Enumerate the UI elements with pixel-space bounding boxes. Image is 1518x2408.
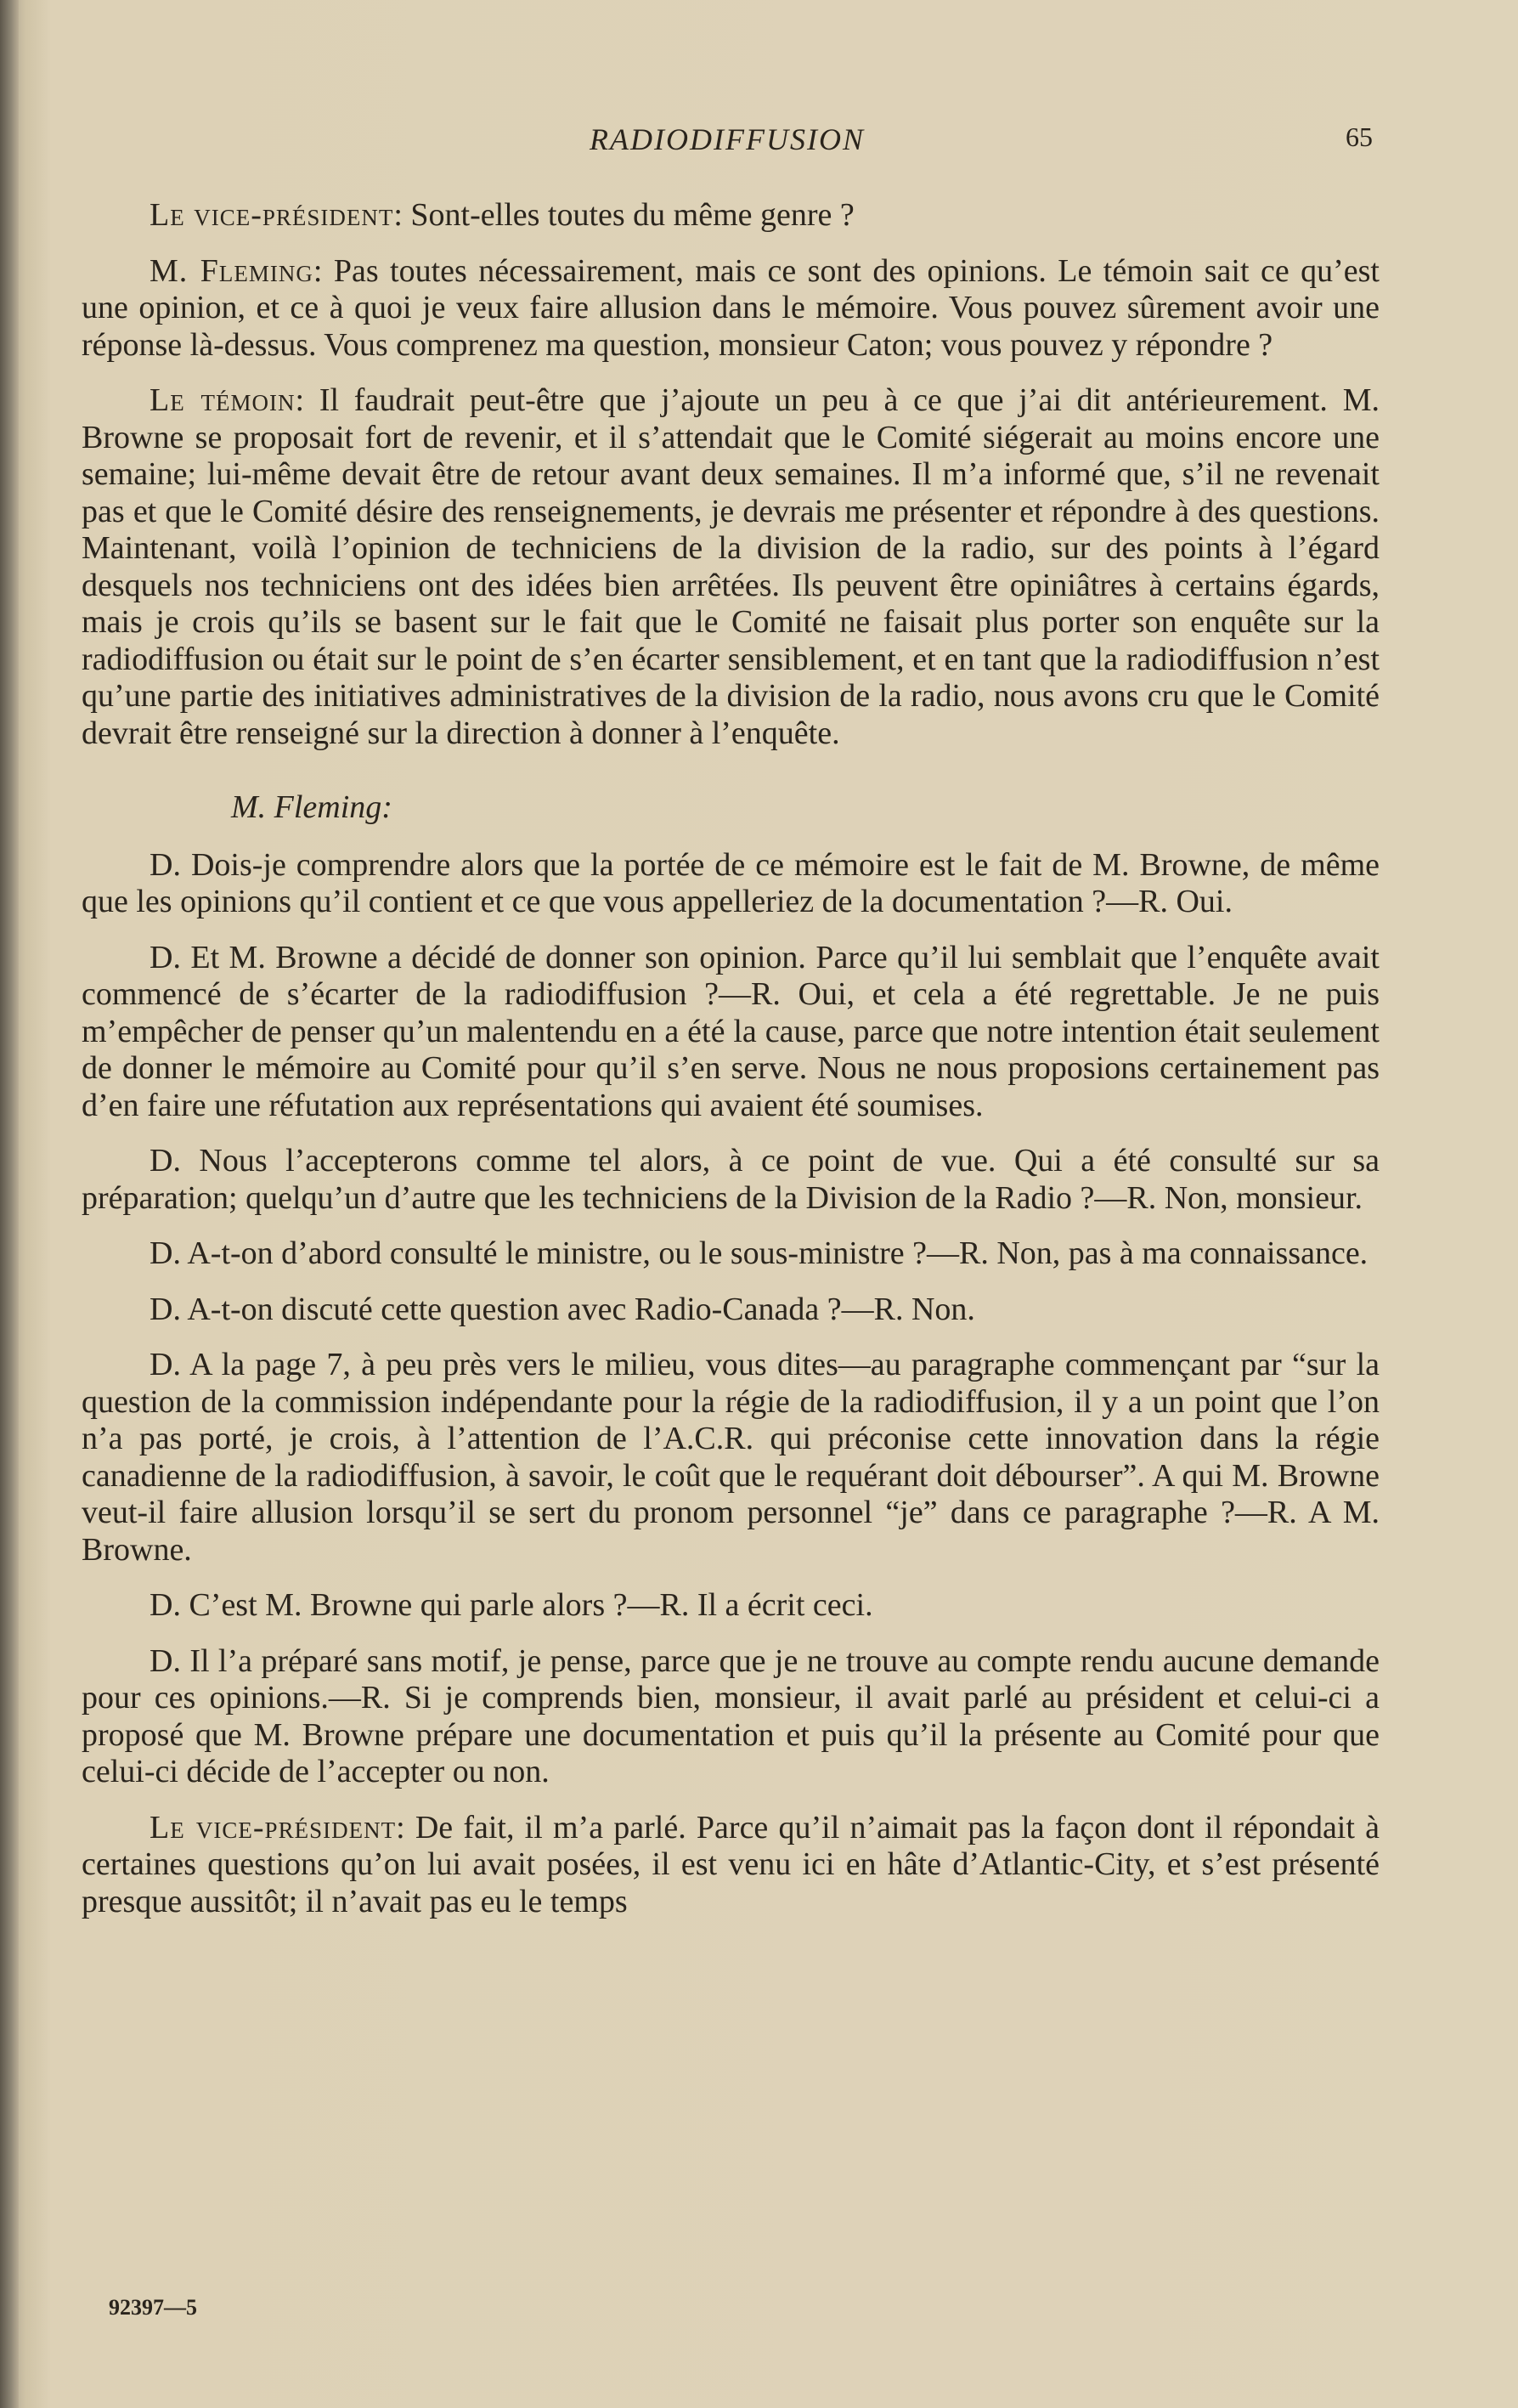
body-text <box>82 197 1380 1939</box>
speaker-separator: : <box>393 197 411 233</box>
paragraph-text: De fait, il m’a parlé. Parce qu’il n’aimait pas la façon dont il répondait à certaines questions qu’on lui avait posées, il est venu ici en hâte d’Atlantic-City, et s’est présenté presque aussitôt; il n’avait pas eu le temps <box>82 1809 1380 1919</box>
qa-paragraph: D. A-t-on d’abord consulté le ministre, ou le sous-ministre ?—R. Non, pas à ma connaissance. <box>150 1235 1368 1271</box>
qa-paragraph: D. A-t-on discuté cette question avec Radio-Canada ?—R. Non. <box>150 1291 975 1327</box>
speaker-separator: : <box>396 1809 415 1846</box>
qa-paragraph: D. A la page 7, à peu près vers le milieu, vous dites—au paragraphe commençant par “sur la question de la commission indépendante pour la régie de la radiodiffusion, il y a un point que l’on n’a pas porté, je crois, à l’attention de l’A.C.R. qui préconise cette innovation dans la régie canadienne de la radiodiffusion, à savoir, le coût que le requérant doit débourser”. A qui M. Browne veut-il faire allusion lorsqu’il se sert du pronom personnel “je” dans ce paragraphe ?—R. A M. Browne. <box>82 1347 1380 1568</box>
speaker-label: M. Fleming <box>150 252 313 289</box>
paragraph-witness <box>82 382 1380 752</box>
page-header <box>82 122 1373 164</box>
speaker-separator: : <box>295 382 319 418</box>
paragraph-vice-president-closing <box>82 1810 1380 1921</box>
speaker-separator: : <box>313 252 334 289</box>
speaker-label: Le vice-président <box>150 197 394 233</box>
examiner-subheading: M. Fleming: <box>231 789 392 825</box>
qa-paragraph: D. Dois-je comprendre alors que la portée de ce mémoire est le fait de M. Browne, de même que les opinions qu’il contient et ce que vous appelleriez de la documentation ?—R. Oui. <box>82 846 1380 919</box>
qa-paragraph: D. C’est M. Browne qui parle alors ?—R. Il a écrit ceci. <box>150 1587 873 1623</box>
speaker-label: Le vice-président <box>150 1809 397 1846</box>
print-code: 92397—5 <box>109 2295 197 2320</box>
running-title: RADIODIFFUSION <box>590 122 865 156</box>
qa-paragraph: D. Et M. Browne a décidé de donner son opinion. Parce qu’il lui semblait que l’enquête avait commencé de s’écarter de la radiodiffusion ?—R. Oui, et cela a été regrettable. Je ne puis m’empêcher de penser qu’un malentendu en a été la cause, parce que notre intention était seulement de donner le mémoire au Comité pour qu’il s’en serve. Nous ne nous proposions certainement pas d’en faire une réfutation aux représentations qui avaient été soumises. <box>82 939 1380 1123</box>
qa-paragraph: D. Nous l’accepterons comme tel alors, à ce point de vue. Qui a été consulté sur sa préparation; quelqu’un d’autre que les techniciens de la Division de la Radio ?—R. Non, monsieur. <box>82 1143 1380 1216</box>
paragraph-fleming <box>82 253 1380 365</box>
paragraph-text: Pas toutes nécessairement, mais ce sont des opinions. Le témoin sait ce qu’est une opinion, et ce à quoi je veux faire allusion dans le mémoire. Vous pouvez sûrement avoir une réponse là-dessus. Vous comprenez ma question, monsieur Caton; vous pouvez y répondre ? <box>82 252 1380 363</box>
book-binding-edge <box>0 0 19 2408</box>
page-number: 65 <box>1346 122 1373 152</box>
paragraph-text: Il faudrait peut-être que j’ajoute un peu à ce que j’ai dit antérieurement. M. Browne se proposait fort de revenir, et il s’attendait que le Comité siégerait au moins encore une semaine; lui-même devait être de retour avant deux semaines. Il m’a informé que, s’il ne revenait pas et que le Comité désire des renseignements, je devrais me présenter et répondre à des questions. Maintenant, voilà l’opinion de techniciens de la division de la radio, sur des points à l’égard desquels nos techniciens ont des idées bien arrêtées. Ils peuvent être opiniâtres à certains égards, mais je crois qu’ils se basent sur le fait que le Comité ne faisait plus porter son enquête sur la radiodiffusion ou était sur le point de s’en écarter sensiblement, et en tant que la radiodiffusion n’est qu’une partie des initiatives administratives de la division de la radio, nous avons cru que le Comité devrait être renseigné sur la direction à donner à l’enquête. <box>82 382 1380 751</box>
qa-paragraph: D. Il l’a préparé sans motif, je pense, parce que je ne trouve au compte rendu aucune demande pour ces opinions.—R. Si je comprends bien, monsieur, il avait parlé au président et celui-ci a proposé que M. Browne prépare une documentation et puis qu’il la présente au Comité pour que celui-ci décide de l’accepter ou non. <box>82 1642 1380 1789</box>
paragraph-vice-president <box>82 197 1380 235</box>
speaker-label: Le témoin <box>150 382 296 418</box>
paragraph-text: Sont-elles toutes du même genre ? <box>410 197 855 233</box>
